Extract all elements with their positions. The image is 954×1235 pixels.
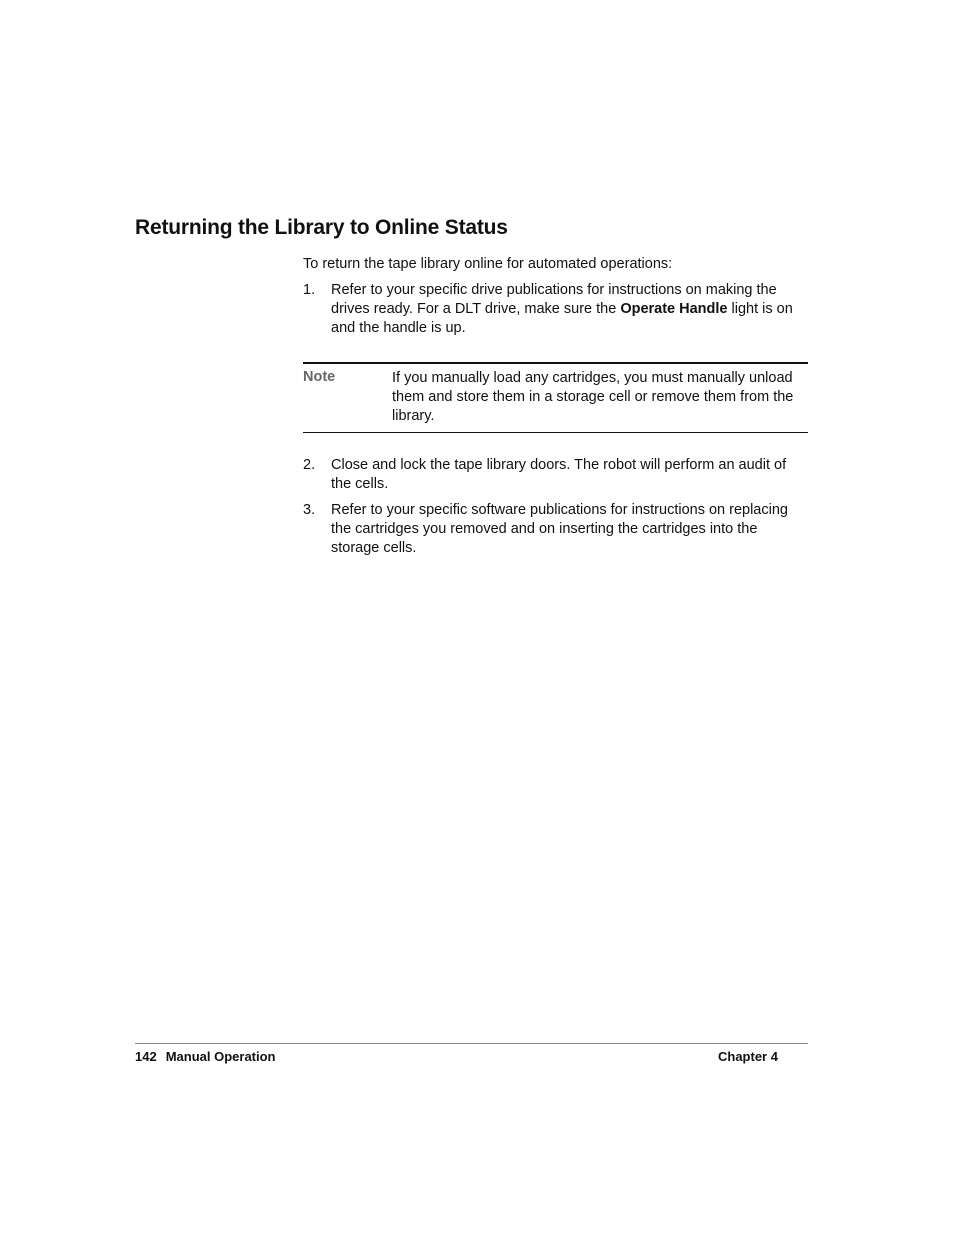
- list-item-step-1: [303, 281, 808, 338]
- intro-paragraph: To return the tape library online for automated operations:: [303, 256, 673, 272]
- list-item-step-3: [303, 501, 808, 558]
- step-text: Refer to your specific software publications for instructions on replacing the cartridges you removed and on inserting the cartridges into the storage cells.: [331, 502, 788, 556]
- note-text: If you manually load any cartridges, you must manually unload them and store them in a storage cell or remove them from the library.: [392, 370, 794, 424]
- step-number: 1.: [303, 282, 316, 298]
- note-box: [303, 362, 808, 433]
- page-number: 142: [135, 1049, 157, 1064]
- step-number: 2.: [303, 457, 316, 473]
- footer-divider: [135, 1043, 808, 1044]
- step-text: Refer to your specific drive publications for instructions on making the drives ready. For a DLT drive, make sure the Operate Handle light is on and the handle is up.: [331, 282, 793, 336]
- note-label: Note: [303, 369, 336, 385]
- step-text: Close and lock the tape library doors. The robot will perform an audit of the cells.: [331, 457, 787, 492]
- step-number: 3.: [303, 502, 316, 518]
- footer-section-title: Manual Operation: [165, 1049, 276, 1064]
- section-heading: Returning the Library to Online Status: [135, 216, 508, 239]
- footer-left: [135, 1049, 276, 1064]
- list-item-step-2: [303, 456, 808, 494]
- footer-chapter: Chapter 4: [718, 1049, 778, 1064]
- operate-handle-term: Operate Handle: [620, 301, 728, 317]
